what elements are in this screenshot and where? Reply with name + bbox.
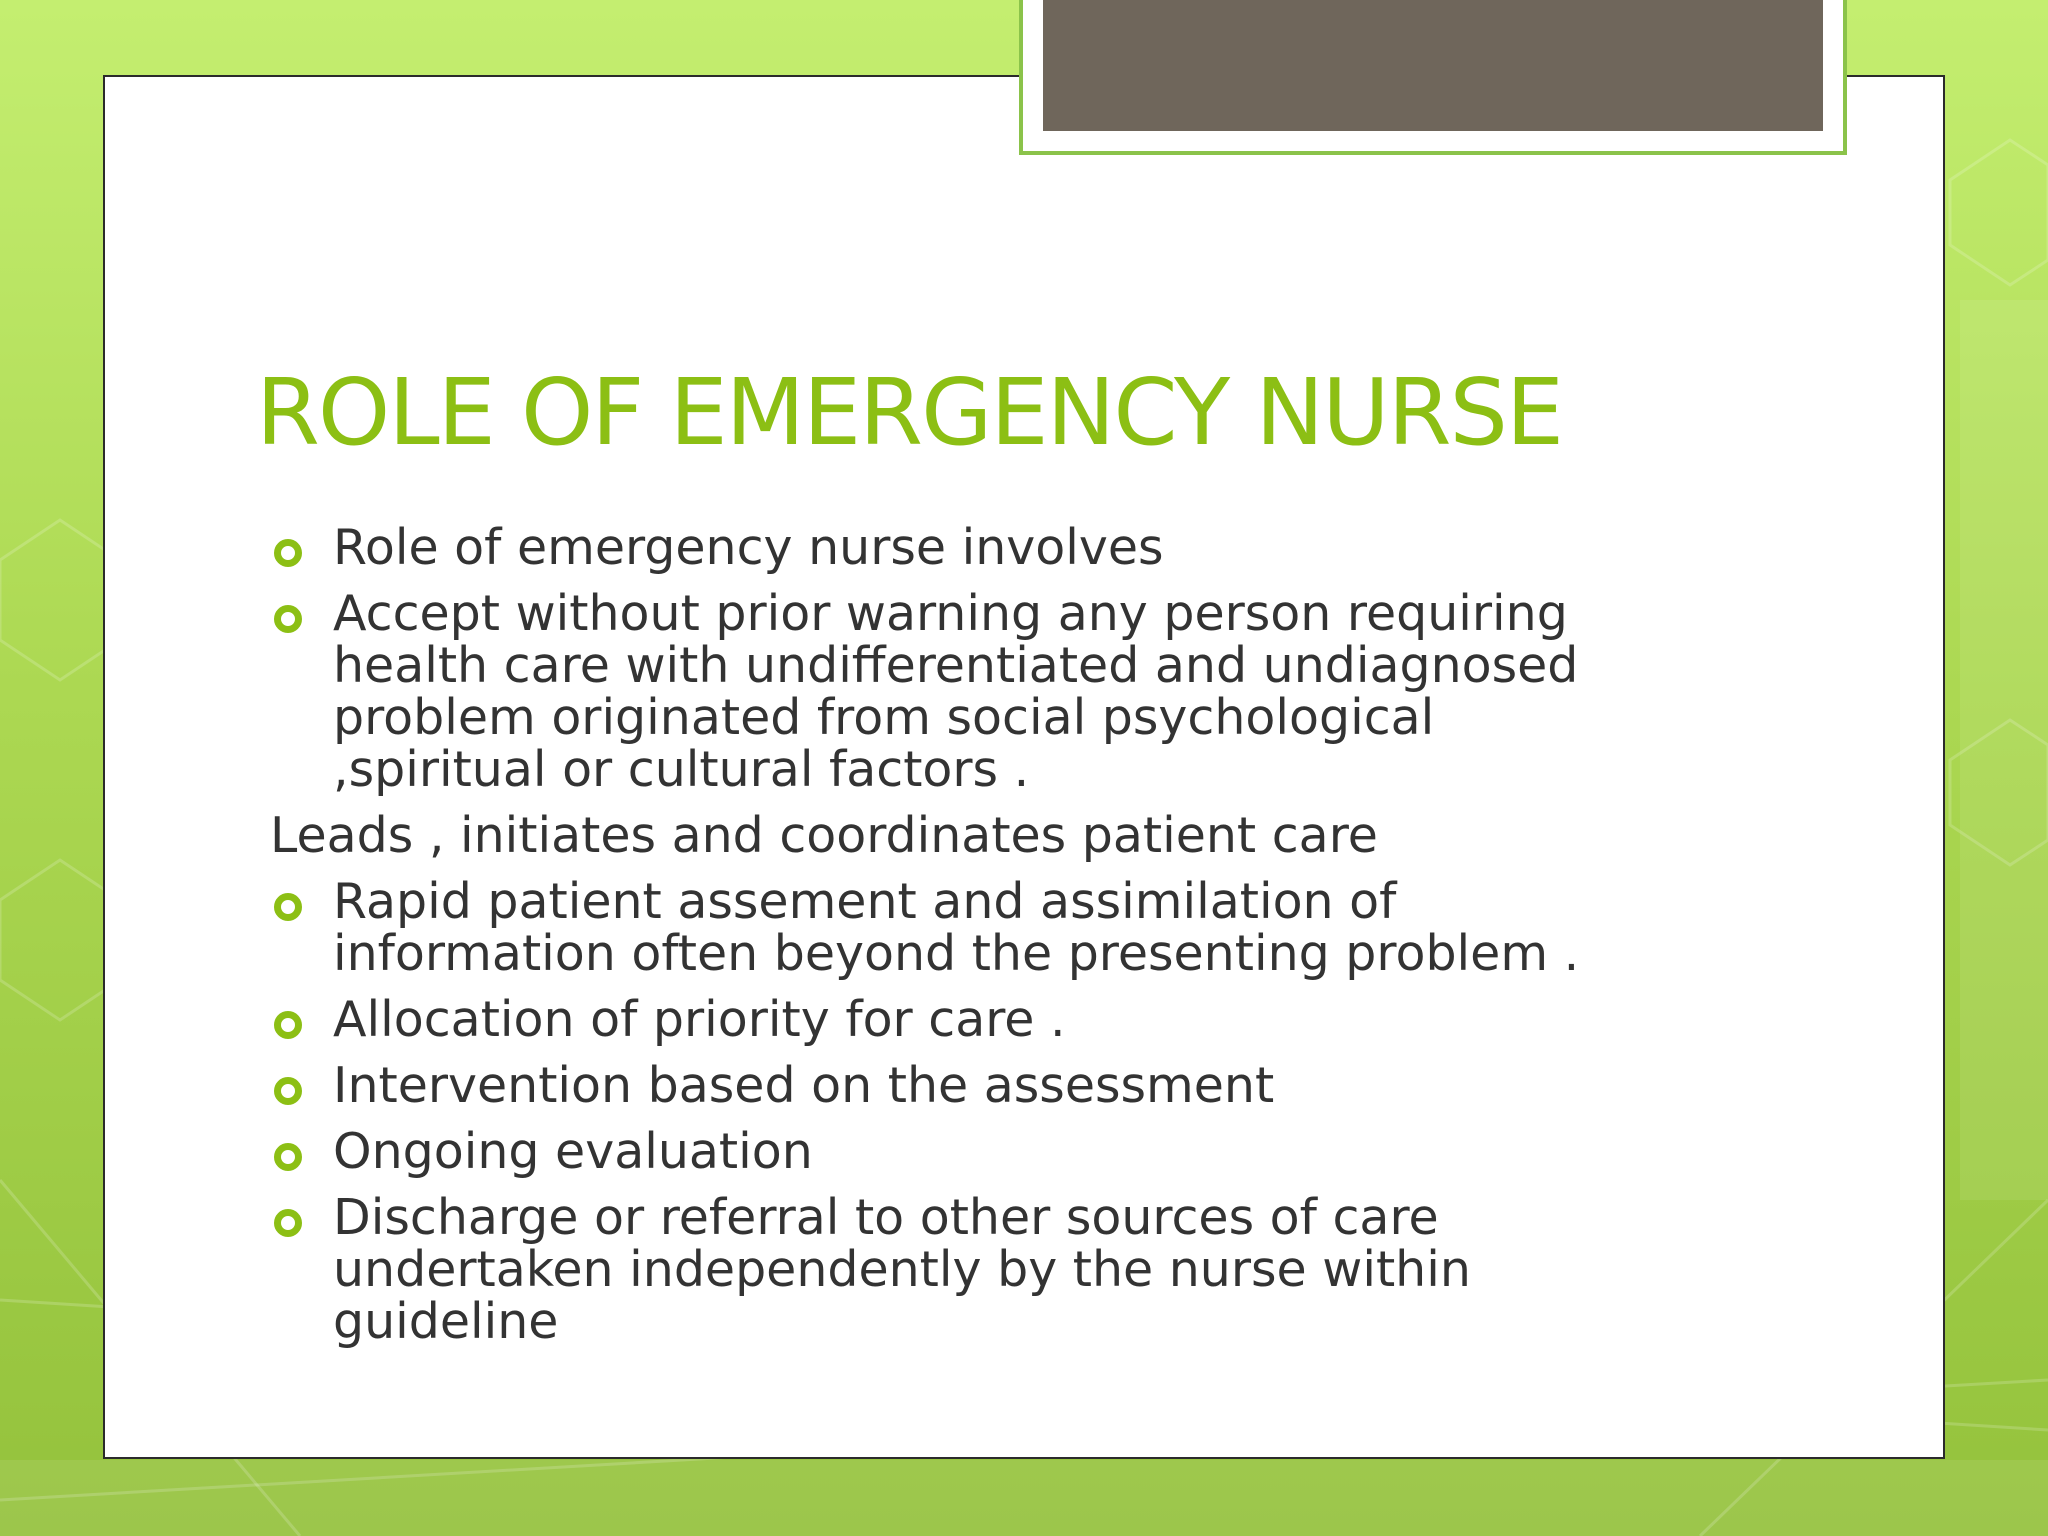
content-list	[270, 519, 1740, 1362]
bullet-item	[270, 1123, 1740, 1180]
title-tab-decoration	[1019, 0, 1847, 155]
bullet-item	[270, 1189, 1740, 1350]
bullet-ring-icon	[274, 1143, 302, 1171]
bullet-ring-icon	[274, 1077, 302, 1105]
item-line: Rapid patient assement and assimilation of	[333, 873, 1397, 930]
item-line: undertaken independently by the nurse within	[333, 1241, 1471, 1298]
item-line: health care with undifferentiated and undiagnosed	[333, 637, 1579, 694]
item-line: Role of emergency nurse involves	[333, 519, 1164, 576]
bullet-ring-icon	[274, 1209, 302, 1237]
item-line: guideline	[333, 1293, 559, 1350]
item-line: Allocation of priority for care .	[333, 991, 1066, 1048]
bullet-ring-icon	[274, 605, 302, 633]
bullet-item	[270, 873, 1740, 982]
plain-text-item	[270, 807, 1740, 864]
item-line: Leads , initiates and coordinates patient care	[270, 807, 1378, 864]
bullet-ring-icon	[274, 539, 302, 567]
bullet-item	[270, 991, 1740, 1048]
slide-title: ROLE OF EMERGENCY NURSE	[256, 359, 1563, 466]
bullet-ring-icon	[274, 893, 302, 921]
item-line: Discharge or referral to other sources of care	[333, 1189, 1439, 1246]
bullet-item	[270, 519, 1740, 576]
item-line: Accept without prior warning any person requiring	[333, 585, 1568, 642]
bullet-ring-icon	[274, 1011, 302, 1039]
item-line: information often beyond the presenting problem .	[333, 925, 1580, 982]
item-line: Intervention based on the assessment	[333, 1057, 1275, 1114]
item-line: Ongoing evaluation	[333, 1123, 813, 1180]
item-line: problem originated from social psychological	[333, 689, 1435, 746]
bullet-item	[270, 585, 1740, 798]
title-tab-fill	[1043, 0, 1823, 131]
item-line: ,spiritual or cultural factors .	[333, 741, 1030, 798]
bullet-item	[270, 1057, 1740, 1114]
